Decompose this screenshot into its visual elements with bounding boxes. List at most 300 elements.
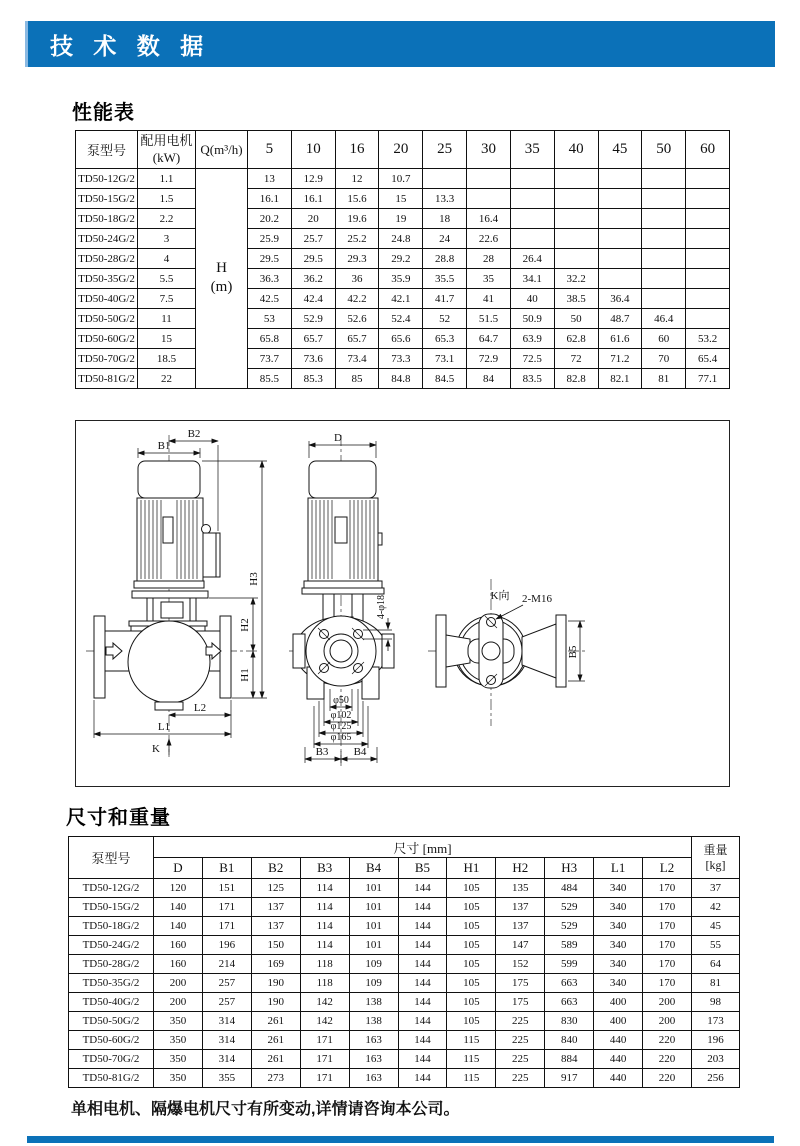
pump-model-cell: TD50-70G/2 (69, 1050, 154, 1069)
pump-model-cell: TD50-12G/2 (76, 169, 138, 189)
head-value-cell: 72.5 (510, 349, 554, 369)
motor-power-cell: 4 (138, 249, 196, 269)
dimension-value-cell: 137 (251, 898, 300, 917)
motor-power-cell: 7.5 (138, 289, 196, 309)
head-value-cell: 65.6 (379, 329, 423, 349)
dimension-value-cell: 350 (154, 1031, 203, 1050)
dimension-value-cell: 440 (594, 1069, 643, 1088)
head-value-cell: 52.6 (335, 309, 379, 329)
dim-column-header: B1 (202, 858, 251, 879)
dimension-value-cell: 400 (594, 993, 643, 1012)
dimension-value-cell: 257 (202, 993, 251, 1012)
col-header-weight: 重量 [kg] (692, 837, 740, 879)
head-value-cell: 71.2 (598, 349, 642, 369)
head-value-cell: 82.8 (554, 369, 598, 389)
flow-column-header: 16 (335, 131, 379, 169)
head-value-cell: 29.5 (291, 249, 335, 269)
motor-power-cell: 2.2 (138, 209, 196, 229)
support-column (352, 594, 363, 621)
motor-base (134, 581, 204, 588)
dimension-value-cell: 225 (496, 1012, 545, 1031)
head-value-cell (686, 189, 730, 209)
head-value-cell: 20.2 (248, 209, 292, 229)
weight-cell: 81 (692, 974, 740, 993)
pump-outline-drawing (76, 421, 728, 785)
pump-model-cell: TD50-35G/2 (69, 974, 154, 993)
dimension-value-cell: 105 (447, 974, 496, 993)
head-value-cell (598, 169, 642, 189)
dimension-value-cell: 101 (349, 917, 398, 936)
dimension-value-cell: 200 (643, 1012, 692, 1031)
head-value-cell (510, 229, 554, 249)
dimension-row (69, 936, 740, 955)
dim-column-header: D (154, 858, 203, 879)
dimension-value-cell: 314 (202, 1050, 251, 1069)
head-value-cell: 82.1 (598, 369, 642, 389)
dimension-value-cell: 170 (643, 879, 692, 898)
head-value-cell: 15.6 (335, 189, 379, 209)
head-value-cell (554, 249, 598, 269)
dimension-value-cell: 190 (251, 993, 300, 1012)
head-value-cell: 72.9 (467, 349, 511, 369)
performance-row (76, 289, 730, 309)
dim-column-header: B5 (398, 858, 447, 879)
head-value-cell: 52 (423, 309, 467, 329)
pump-volute (128, 621, 210, 703)
dimension-value-cell: 355 (202, 1069, 251, 1088)
dimension-value-cell: 114 (300, 898, 349, 917)
junction-box (203, 533, 220, 577)
motor-base (304, 581, 382, 588)
head-value-cell: 12.9 (291, 169, 335, 189)
head-value-cell: 20 (291, 209, 335, 229)
dimension-value-cell: 261 (251, 1050, 300, 1069)
support-column (190, 598, 196, 621)
head-value-cell (642, 169, 686, 189)
dimension-value-cell: 105 (447, 879, 496, 898)
head-value-cell: 72 (554, 349, 598, 369)
head-value-cell (554, 229, 598, 249)
dimensions-table-body (69, 879, 740, 1088)
dimension-value-cell: 163 (349, 1069, 398, 1088)
head-value-cell: 65.7 (291, 329, 335, 349)
dimension-value-cell: 114 (300, 917, 349, 936)
dimension-value-cell: 589 (545, 936, 594, 955)
performance-table-body (76, 169, 730, 389)
head-value-cell: 65.3 (423, 329, 467, 349)
flow-column-header: 45 (598, 131, 642, 169)
suction-flange (94, 616, 105, 698)
motor-cap (138, 461, 200, 498)
dimension-value-cell: 350 (154, 1050, 203, 1069)
head-value-cell: 65.7 (335, 329, 379, 349)
head-value-cell (598, 209, 642, 229)
pump-model-cell: TD50-50G/2 (76, 309, 138, 329)
dimension-value-cell: 144 (398, 917, 447, 936)
dimension-value-cell: 105 (447, 936, 496, 955)
dim-column-header: H1 (447, 858, 496, 879)
dimension-value-cell: 101 (349, 898, 398, 917)
pump-model-cell: TD50-18G/2 (69, 917, 154, 936)
dimension-value-cell: 105 (447, 1012, 496, 1031)
dimension-value-cell: 142 (300, 993, 349, 1012)
dimension-row (69, 1069, 740, 1088)
motor-power-cell: 15 (138, 329, 196, 349)
dim-label-l1: L1 (157, 721, 171, 733)
head-value-cell: 32.2 (554, 269, 598, 289)
dim-label-phi165: φ165 (330, 732, 352, 743)
weight-cell: 98 (692, 993, 740, 1012)
head-value-cell: 40 (510, 289, 554, 309)
performance-row (76, 229, 730, 249)
dimension-value-cell: 170 (643, 936, 692, 955)
head-value-cell (642, 269, 686, 289)
dimensions-section-title: 尺寸和重量 (66, 807, 171, 829)
performance-row (76, 309, 730, 329)
col-header-motor: 配用电机 (kW) (138, 131, 196, 169)
motor-cap (309, 461, 376, 498)
head-value-cell: 36.2 (291, 269, 335, 289)
head-value-cell: 84 (467, 369, 511, 389)
head-value-cell: 12 (335, 169, 379, 189)
head-value-cell (642, 289, 686, 309)
head-value-cell: 16.4 (467, 209, 511, 229)
dimension-value-cell: 257 (202, 974, 251, 993)
dim-label-d: D (334, 432, 342, 444)
dimension-value-cell: 171 (202, 898, 251, 917)
dimension-value-cell: 214 (202, 955, 251, 974)
head-value-cell: 29.3 (335, 249, 379, 269)
dimension-row (69, 879, 740, 898)
head-unit-label: H (m) (210, 259, 233, 295)
dimension-value-cell: 220 (643, 1050, 692, 1069)
motor-power-cell: 5.5 (138, 269, 196, 289)
pump-model-cell: TD50-40G/2 (76, 289, 138, 309)
head-value-cell: 35 (467, 269, 511, 289)
dimension-value-cell: 170 (643, 955, 692, 974)
head-value-cell: 36.4 (598, 289, 642, 309)
head-value-cell: 84.5 (423, 369, 467, 389)
header-row (76, 131, 730, 169)
performance-row (76, 269, 730, 289)
pump-model-cell: TD50-60G/2 (69, 1031, 154, 1050)
top-view-drawing (428, 579, 588, 726)
motor-power-cell: 11 (138, 309, 196, 329)
head-value-cell: 73.7 (248, 349, 292, 369)
head-value-cell: 24 (423, 229, 467, 249)
weight-cell: 256 (692, 1069, 740, 1088)
support-column (147, 598, 153, 621)
dimension-value-cell: 137 (496, 898, 545, 917)
head-value-cell (642, 189, 686, 209)
head-value-cell (598, 249, 642, 269)
dimension-value-cell: 140 (154, 898, 203, 917)
dim-column-header: H3 (545, 858, 594, 879)
dimension-value-cell: 200 (643, 993, 692, 1012)
flange-face (306, 616, 376, 686)
pump-model-cell: TD50-12G/2 (69, 879, 154, 898)
head-value-cell: 85 (335, 369, 379, 389)
head-value-cell: 46.4 (642, 309, 686, 329)
dimension-value-cell: 169 (251, 955, 300, 974)
flow-column-header: 30 (467, 131, 511, 169)
dimension-value-cell: 261 (251, 1031, 300, 1050)
dimension-value-cell: 160 (154, 936, 203, 955)
motor-power-cell: 18.5 (138, 349, 196, 369)
dim-label-l2: L2 (193, 702, 207, 714)
dimension-value-cell: 340 (594, 898, 643, 917)
dimension-value-cell: 663 (545, 993, 594, 1012)
head-value-cell: 42.1 (379, 289, 423, 309)
head-value-cell: 28.8 (423, 249, 467, 269)
head-value-cell (554, 209, 598, 229)
dimension-value-cell: 340 (594, 955, 643, 974)
dim-label-b3: B3 (315, 746, 329, 758)
head-value-cell (686, 289, 730, 309)
header-row (69, 837, 740, 858)
dimension-value-cell: 350 (154, 1012, 203, 1031)
dimension-row (69, 955, 740, 974)
footer-note: 单相电机、隔爆电机尺寸有所变动,详情请咨询本公司。 (71, 1101, 460, 1118)
flow-column-header: 40 (554, 131, 598, 169)
dimension-value-cell: 196 (202, 936, 251, 955)
head-value-cell (598, 229, 642, 249)
dimension-value-cell: 599 (545, 955, 594, 974)
performance-table-head (76, 131, 730, 169)
col-header-model: 泵型号 (76, 131, 138, 169)
motor-power-cell: 3 (138, 229, 196, 249)
head-value-cell: 35.5 (423, 269, 467, 289)
head-value-cell (686, 249, 730, 269)
dimension-row (69, 993, 740, 1012)
head-value-cell (510, 189, 554, 209)
head-value-cell: 81 (642, 369, 686, 389)
pump-model-cell: TD50-28G/2 (69, 955, 154, 974)
dimension-value-cell: 144 (398, 955, 447, 974)
head-value-cell: 19.6 (335, 209, 379, 229)
dimension-row (69, 1050, 740, 1069)
dimension-value-cell: 175 (496, 993, 545, 1012)
view-label-k: K向 (490, 590, 510, 602)
head-value-cell: 29.2 (379, 249, 423, 269)
dimension-value-cell: 340 (594, 974, 643, 993)
flow-column-header: 5 (248, 131, 292, 169)
head-value-cell (598, 269, 642, 289)
head-value-cell: 63.9 (510, 329, 554, 349)
motor-power-cell: 22 (138, 369, 196, 389)
dimension-value-cell: 163 (349, 1050, 398, 1069)
dimension-value-cell: 137 (251, 917, 300, 936)
dimension-value-cell: 220 (643, 1031, 692, 1050)
weight-cell: 196 (692, 1031, 740, 1050)
dim-column-header: B3 (300, 858, 349, 879)
head-value-cell: 50.9 (510, 309, 554, 329)
head-value-cell: 18 (423, 209, 467, 229)
head-value-cell (467, 169, 511, 189)
performance-row (76, 369, 730, 389)
head-value-cell (510, 169, 554, 189)
weight-cell: 42 (692, 898, 740, 917)
dimension-value-cell: 105 (447, 955, 496, 974)
dimension-value-cell: 144 (398, 993, 447, 1012)
dimension-value-cell: 171 (300, 1031, 349, 1050)
dimension-value-cell: 115 (447, 1069, 496, 1088)
head-value-cell: 13 (248, 169, 292, 189)
shaft-hub (482, 642, 500, 660)
head-value-cell: 73.3 (379, 349, 423, 369)
head-value-cell: 60 (642, 329, 686, 349)
dimension-value-cell: 144 (398, 1012, 447, 1031)
dimension-value-cell: 529 (545, 917, 594, 936)
dim-label-b2: B2 (187, 428, 201, 440)
dimension-value-cell: 170 (643, 898, 692, 917)
head-value-cell (423, 169, 467, 189)
dimension-value-cell: 114 (300, 879, 349, 898)
dim-label-b4: B4 (353, 746, 367, 758)
dimension-value-cell: 171 (202, 917, 251, 936)
pump-model-cell: TD50-15G/2 (69, 898, 154, 917)
head-value-cell: 52.4 (379, 309, 423, 329)
dimension-value-cell: 151 (202, 879, 251, 898)
flow-column-header: 35 (510, 131, 554, 169)
dimension-value-cell: 118 (300, 974, 349, 993)
dimension-value-cell: 144 (398, 936, 447, 955)
pump-model-cell: TD50-24G/2 (69, 936, 154, 955)
discharge-pipe (522, 624, 556, 678)
head-value-cell: 42.4 (291, 289, 335, 309)
flow-column-header: 25 (423, 131, 467, 169)
col-header-flow: Q(m³/h) (196, 131, 248, 169)
performance-row (76, 329, 730, 349)
suction-pipe (446, 635, 470, 667)
head-value-cell (642, 229, 686, 249)
head-value-cell (467, 189, 511, 209)
head-value-cell (642, 209, 686, 229)
dimension-value-cell: 273 (251, 1069, 300, 1088)
dimension-value-cell: 144 (398, 1069, 447, 1088)
dimension-value-cell: 125 (251, 879, 300, 898)
dimension-value-cell: 147 (496, 936, 545, 955)
dimension-value-cell: 150 (251, 936, 300, 955)
dim-column-header: B4 (349, 858, 398, 879)
head-value-cell: 34.1 (510, 269, 554, 289)
performance-row (76, 169, 730, 189)
dimension-value-cell: 917 (545, 1069, 594, 1088)
dim-label-h3: H3 (248, 572, 260, 586)
flow-column-header: 20 (379, 131, 423, 169)
head-value-cell (686, 229, 730, 249)
dim-column-header: H2 (496, 858, 545, 879)
lifting-eye (202, 525, 211, 534)
dimension-value-cell: 105 (447, 917, 496, 936)
flow-column-header: 10 (291, 131, 335, 169)
bottom-accent-bar (27, 1136, 774, 1143)
side-view-drawing (86, 428, 267, 757)
col-header-model: 泵型号 (69, 837, 154, 879)
dimension-value-cell: 170 (643, 974, 692, 993)
pump-model-cell: TD50-18G/2 (76, 209, 138, 229)
head-value-cell: 70 (642, 349, 686, 369)
dimension-value-cell: 314 (202, 1031, 251, 1050)
head-value-cell: 85.5 (248, 369, 292, 389)
dimension-value-cell: 120 (154, 879, 203, 898)
dimension-value-cell: 340 (594, 917, 643, 936)
head-value-cell: 13.3 (423, 189, 467, 209)
weight-cell: 173 (692, 1012, 740, 1031)
dimension-value-cell: 138 (349, 993, 398, 1012)
head-value-cell: 53 (248, 309, 292, 329)
pump-model-cell: TD50-50G/2 (69, 1012, 154, 1031)
header-row (69, 858, 740, 879)
head-value-cell: 50 (554, 309, 598, 329)
head-value-cell: 65.8 (248, 329, 292, 349)
head-value-cell (686, 169, 730, 189)
weight-cell: 55 (692, 936, 740, 955)
dimension-value-cell: 261 (251, 1012, 300, 1031)
dimension-value-cell: 190 (251, 974, 300, 993)
performance-section-title: 性能表 (72, 102, 135, 124)
dimension-row (69, 974, 740, 993)
head-value-cell: 41 (467, 289, 511, 309)
dimension-value-cell: 138 (349, 1012, 398, 1031)
dimension-value-cell: 142 (300, 1012, 349, 1031)
head-value-cell: 25.2 (335, 229, 379, 249)
performance-row (76, 209, 730, 229)
dimension-value-cell: 163 (349, 1031, 398, 1050)
weight-cell: 37 (692, 879, 740, 898)
performance-row (76, 189, 730, 209)
dimension-value-cell: 225 (496, 1050, 545, 1069)
dimension-value-cell: 144 (398, 1050, 447, 1069)
head-value-cell (686, 209, 730, 229)
pump-model-cell: TD50-24G/2 (76, 229, 138, 249)
dimension-value-cell: 314 (202, 1012, 251, 1031)
dimension-value-cell: 340 (594, 936, 643, 955)
head-value-cell: 25.9 (248, 229, 292, 249)
dimension-drawing-panel (75, 420, 730, 787)
discharge-flange (556, 615, 566, 687)
pump-model-cell: TD50-15G/2 (76, 189, 138, 209)
head-value-cell: 48.7 (598, 309, 642, 329)
pump-foot (155, 702, 183, 710)
dim-label-b1: B1 (157, 440, 171, 452)
dimension-value-cell: 144 (398, 879, 447, 898)
head-value-cell: 84.8 (379, 369, 423, 389)
head-value-cell: 16.1 (291, 189, 335, 209)
dimension-value-cell: 484 (545, 879, 594, 898)
dimension-row (69, 1012, 740, 1031)
dimension-value-cell: 200 (154, 993, 203, 1012)
head-value-cell (598, 189, 642, 209)
head-value-cell: 52.9 (291, 309, 335, 329)
flow-column-header: 60 (686, 131, 730, 169)
dimension-value-cell: 200 (154, 974, 203, 993)
head-value-cell: 77.1 (686, 369, 730, 389)
dimension-row (69, 917, 740, 936)
head-value-cell (686, 269, 730, 289)
head-value-cell: 10.7 (379, 169, 423, 189)
head-value-cell: 36 (335, 269, 379, 289)
head-value-cell: 62.8 (554, 329, 598, 349)
pump-model-cell: TD50-28G/2 (76, 249, 138, 269)
seal-housing (161, 602, 183, 618)
dimension-value-cell: 135 (496, 879, 545, 898)
dimension-value-cell: 340 (594, 879, 643, 898)
dim-label-bolts: 2-M16 (522, 593, 552, 605)
head-value-cell: 42.2 (335, 289, 379, 309)
head-value-cell: 26.4 (510, 249, 554, 269)
head-value-cell (686, 309, 730, 329)
